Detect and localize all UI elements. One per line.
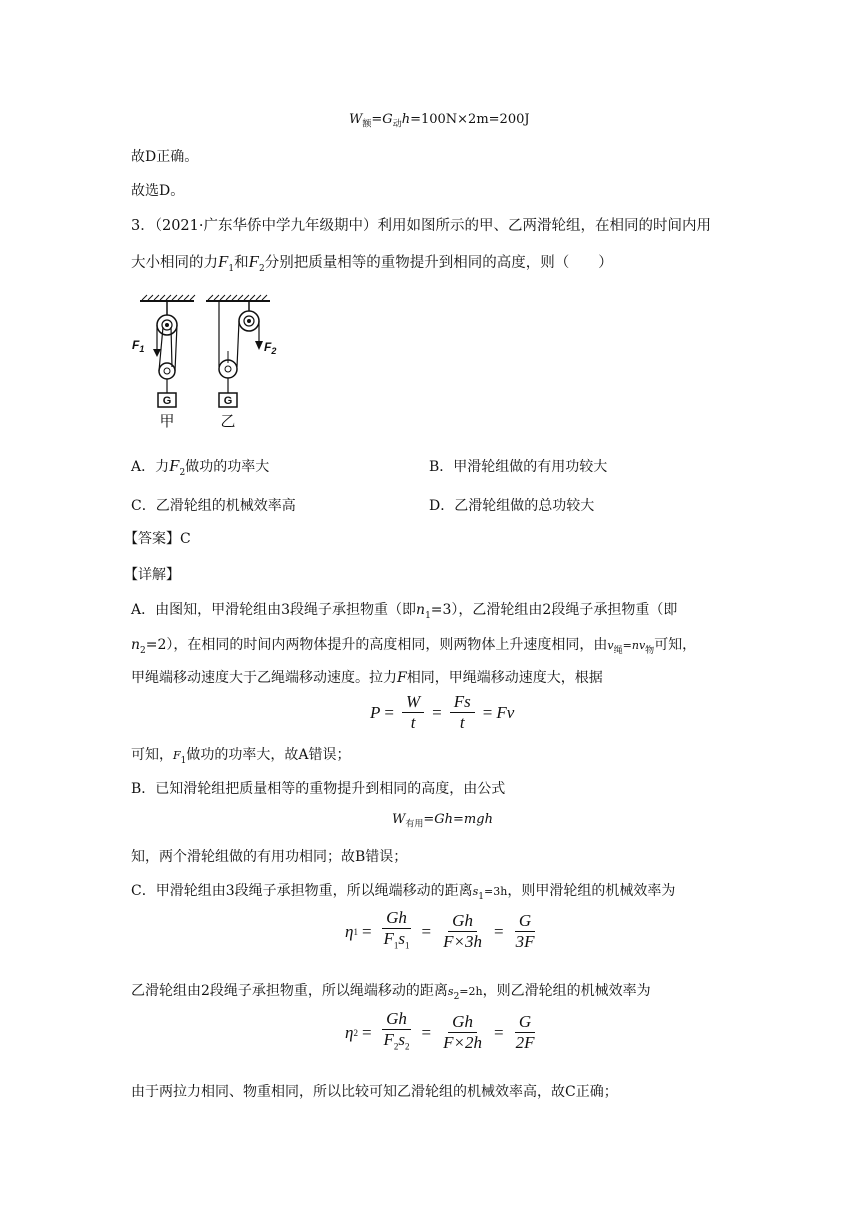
efficiency-equation-2: η 2 = $\frac{Gh}{F_2s_2}$ = $\frac{Gh}{F\times 2h}$ = $\frac{G}{2F}$ bbox=[345, 1009, 535, 1053]
part-a-line-1: A．由图知，甲滑轮组由3段绳子承担物重（即$n_1=3$），乙滑轮组由2段绳子承担物重（即 bbox=[131, 602, 678, 621]
power-equation: P = $\frac{W}{t}$ = $\frac{Fs}{t}$ = Fv bbox=[370, 692, 515, 732]
arrow-f2 bbox=[255, 341, 263, 350]
question-line-2: 大小相同的力$F_1$和$F_2$分别把质量相等的重物提升到相同的高度，则（ ） bbox=[131, 252, 613, 274]
part-a-line-3: 甲绳端移动速度大于乙绳端移动速度。拉力F相同，甲绳端移动速度大，根据 bbox=[131, 670, 603, 686]
efficiency-equation-1: η 1 = $\frac{Gh}{F_1s_1}$ = $\frac{Gh}{F\times 3h}$ = $\frac{G}{3F}$ bbox=[345, 908, 535, 952]
part-c-line-3: 由于两拉力相同、物重相同，所以比较可知乙滑轮组的机械效率高，故C正确； bbox=[131, 1084, 618, 1100]
caption-yi: 乙 bbox=[220, 412, 236, 430]
part-a-line-2: $n_2=2$），在相同的时间内两物体提升的高度相同，则两物体上升速度相同，由$v_绳=nv_物$可知， bbox=[131, 637, 697, 656]
option-b: B．甲滑轮组做的有用功较大 bbox=[429, 459, 608, 475]
part-a-line-4: 可知，$F_1$做功的功率大，故A错误； bbox=[131, 747, 351, 766]
detail-heading: 【详解】 bbox=[124, 567, 180, 583]
choose-d-line: 故选D。 bbox=[131, 183, 185, 199]
ceiling-right bbox=[206, 295, 270, 301]
d-correct-line: 故D正确。 bbox=[131, 149, 199, 165]
part-b-line-1: B．已知滑轮组把质量相等的重物提升到相同的高度，由公式 bbox=[131, 781, 506, 797]
useful-work-formula: $W_{有用}=Gh=mgh$ bbox=[392, 812, 493, 830]
work-formula: $W_额=G_动h=100N\times 2m=200J$ bbox=[349, 112, 530, 130]
weight-left: G bbox=[162, 395, 172, 407]
caption-jia: 甲 bbox=[159, 412, 175, 430]
ceiling-left bbox=[140, 295, 195, 301]
option-d: D．乙滑轮组做的总功较大 bbox=[429, 498, 595, 514]
pulley-system-yi bbox=[219, 302, 259, 407]
option-a: A．力$F_2$做功的功率大 bbox=[131, 456, 270, 478]
pulley-system-jia bbox=[157, 302, 177, 407]
part-c-line-2: 乙滑轮组由2段绳子承担物重，所以绳端移动的距离$s_2=2h$，则乙滑轮组的机械效率为 bbox=[131, 983, 651, 1002]
label-f1: $F_1$ bbox=[132, 338, 145, 354]
answer-line: 【答案】C bbox=[124, 531, 191, 547]
question-line-1: 3．（2021·广东华侨中学九年级期中）利用如图所示的甲、乙两滑轮组，在相同的时间内用 bbox=[131, 218, 711, 234]
label-f2: $F_2$ bbox=[264, 340, 277, 356]
part-c-line-1: C．甲滑轮组由3段绳子承担物重，所以绳端移动的距离$s_1=3h$，则甲滑轮组的机械效率为 bbox=[131, 883, 676, 902]
part-b-line-2: 知，两个滑轮组做的有用功相同；故B错误； bbox=[131, 849, 408, 865]
pulley-figure bbox=[128, 293, 278, 433]
weight-right: G bbox=[223, 395, 233, 407]
option-c: C．乙滑轮组的机械效率高 bbox=[131, 498, 296, 514]
